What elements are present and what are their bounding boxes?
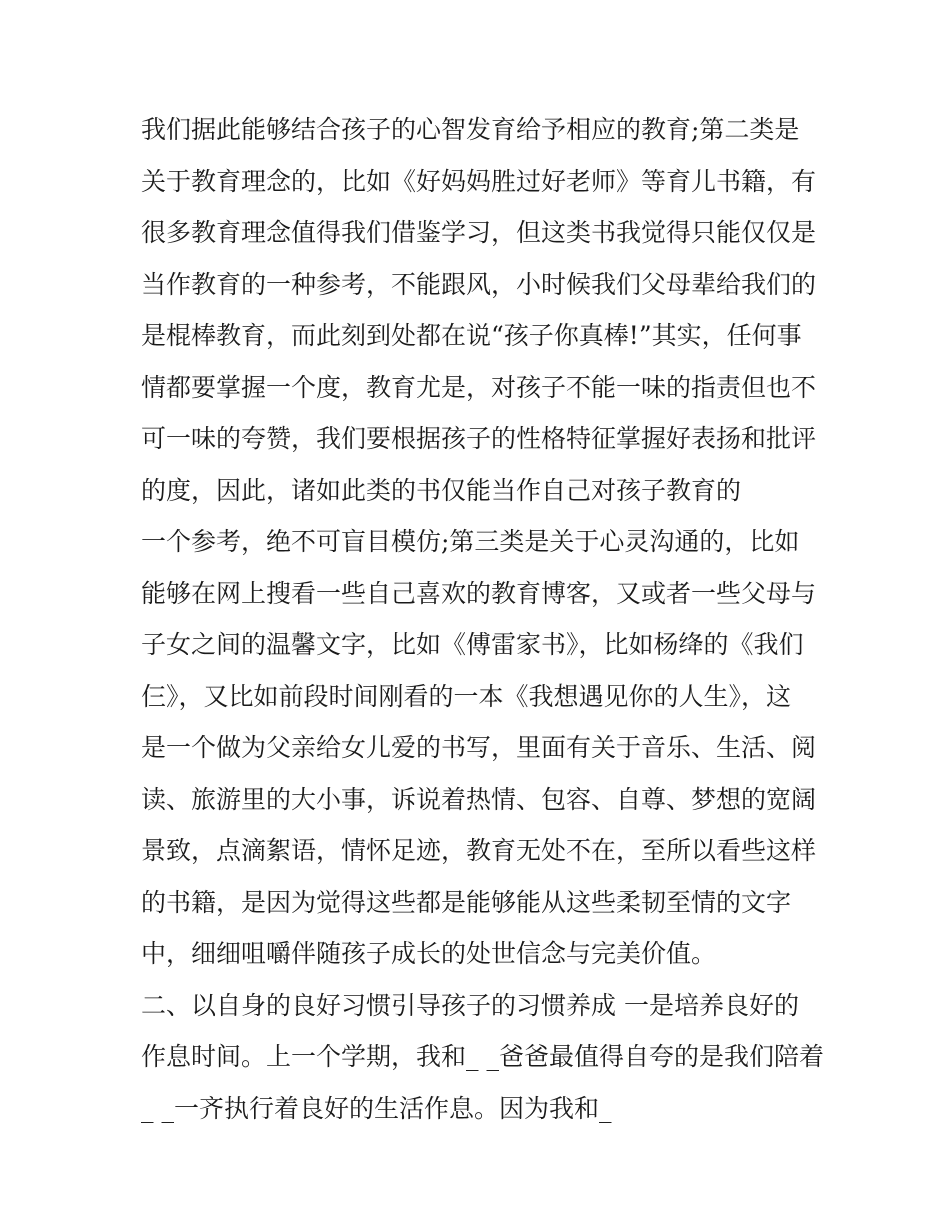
document-body — [141, 104, 824, 1134]
text-line: 情都要掌握一个度，教育尤是，对孩子不能一味的指责但也不 — [141, 372, 817, 402]
text-line: 的度，因此，诸如此类的书仅能当作自己对孩子教育的 — [141, 475, 742, 505]
section-heading-line: 二、以自身的良好习惯引导孩子的习惯养成 一是培养良好的 — [141, 990, 799, 1020]
text-line: _ _一齐执行着良好的生活作息。因为我和_ — [141, 1093, 612, 1123]
text-line: 的书籍，是因为觉得这些都是能够能从这些柔韧至情的文字 — [141, 887, 792, 917]
text-line: 中，细细咀嚼伴随孩子成长的处世信念与完美价值。 — [141, 939, 717, 968]
text-line: 是一个做为父亲给女儿爱的书写，里面有关于音乐、生活、阅 — [141, 733, 817, 762]
text-line: 能够在网上搜看一些自己喜欢的教育博客，又或者一些父母与 — [141, 578, 817, 608]
text-line: 当作教育的一种参考，不能跟风，小时候我们父母辈给我们的 — [141, 269, 817, 299]
text-line: 读、旅游里的大小事，诉说着热情、包容、自尊、梦想的宽阔 — [141, 784, 817, 814]
text-line: 景致，点滴絮语，情怀足迹，教育无处不在，至所以看些这样 — [141, 836, 817, 865]
text-line: 仨》，又比如前段时间刚看的一本《我想遇见你的人生》，这 — [141, 681, 792, 711]
text-line: 关于教育理念的，比如《好妈妈胜过好老师》等育儿书籍，有 — [141, 166, 817, 196]
text-line: 子女之间的温馨文字，比如《傅雷家书》，比如杨绛的《我们 — [141, 630, 804, 659]
text-line: 一个参考，绝不可盲目模仿;第三类是关于心灵沟通的，比如 — [141, 527, 800, 556]
text-line: 很多教育理念值得我们借鉴学习，但这类书我觉得只能仅仅是 — [141, 218, 817, 247]
text-line: 是棍棒教育，而此刻到处都在说“孩子你真棒!”其实，任何事 — [141, 321, 802, 350]
text-line: 我们据此能够结合孩子的心智发育给予相应的教育;第二类是 — [141, 115, 800, 144]
text-line: 作息时间。上一个学期，我和_ _爸爸最值得自夸的是我们陪着 — [141, 1042, 824, 1071]
text-line: 可一味的夸赞，我们要根据孩子的性格特征掌握好表扬和批评 — [141, 424, 817, 453]
